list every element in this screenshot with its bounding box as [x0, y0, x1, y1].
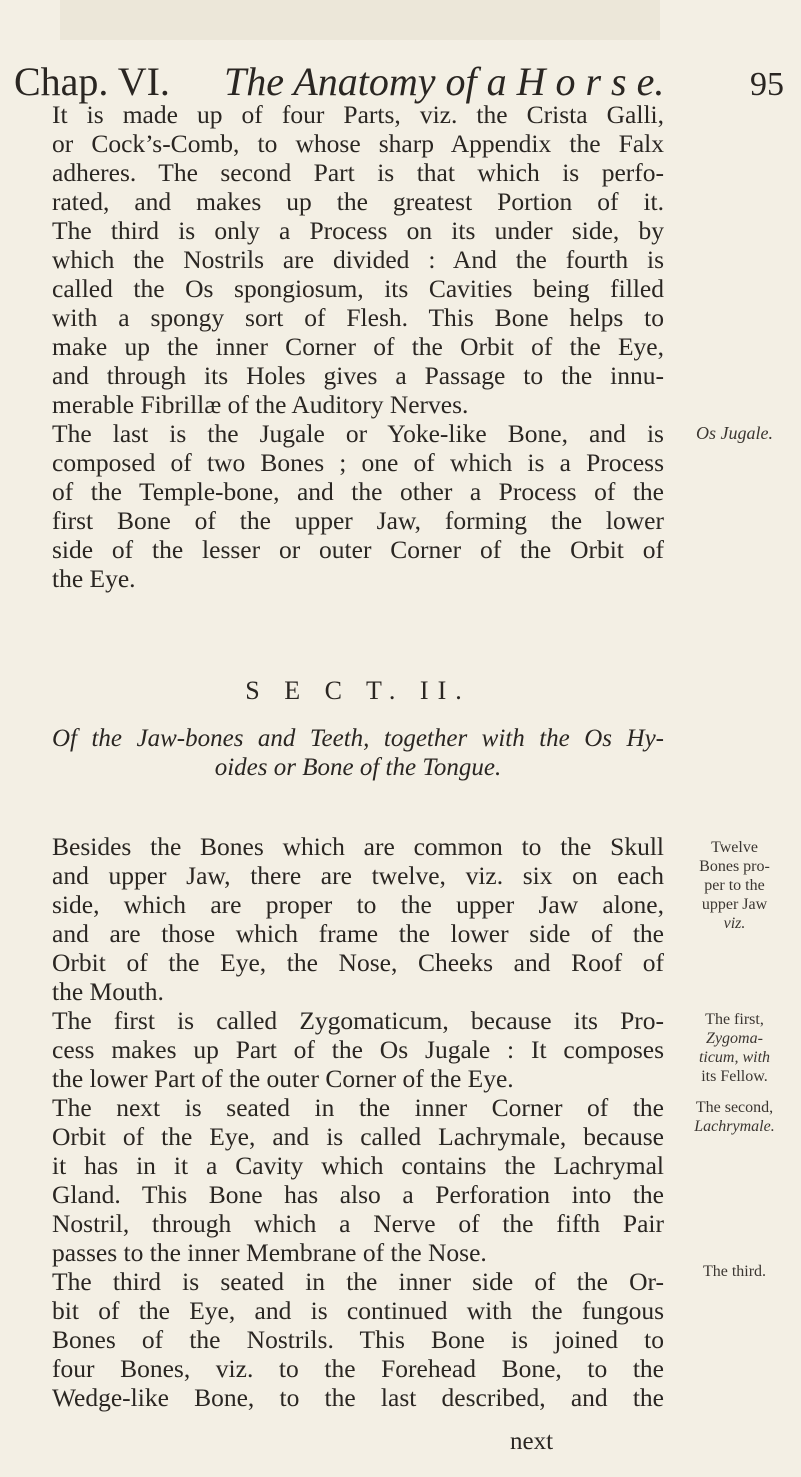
text-line: The third is seated in the inner side of the Or-	[52, 1267, 664, 1296]
text-line: The third is only a Process on its under side, by	[52, 216, 664, 245]
subtitle-line: oides or Bone of the Tongue.	[214, 754, 502, 781]
text-line: Besides the Bones which are common to the Skull	[52, 832, 664, 861]
paragraph-third-bone	[52, 1267, 664, 1412]
text-line: Wedge-like Bone, to the last described, and the	[52, 1383, 664, 1412]
text-line: The next is seated in the inner Corner of the	[52, 1093, 664, 1122]
text-line: make up the inner Corner of the Orbit of the Eye,	[52, 332, 664, 361]
text-line: merable Fibrillæ of the Auditory Nerves.	[52, 390, 469, 419]
text-line: it has in it a Cavity which contains the Lachrymal	[52, 1151, 664, 1180]
page-top-margin	[60, 0, 660, 40]
paragraph-crista-galli	[52, 100, 664, 419]
text-line: side, which are proper to the upper Jaw alone,	[52, 890, 664, 919]
text-line: Bones of the Nostrils. This Bone is joined to	[52, 1325, 664, 1354]
text-line: cess makes up Part of the Os Jugale : It composes	[52, 1035, 664, 1064]
text-line: and upper Jaw, there are twelve, viz. six on each	[52, 861, 664, 890]
text-line: rated, and makes up the greatest Portion of it.	[52, 187, 664, 216]
paragraph-zygomaticum	[52, 1006, 664, 1093]
text-line: called the Os spongiosum, its Cavities being filled	[52, 274, 664, 303]
text-line: and through its Holes gives a Passage to the innu-	[52, 361, 664, 390]
margin-note-the-first: The first, Zygoma- ticum, with its Fellow.	[698, 1011, 771, 1085]
text-line: with a spongy sort of Flesh. This Bone helps to	[52, 303, 664, 332]
text-line: four Bones, viz. to the Forehead Bone, to the	[52, 1354, 664, 1383]
text-line: bit of the Eye, and is continued with the fungous	[52, 1296, 664, 1325]
margin-note-os-jugale: Os Jugale.	[696, 423, 773, 443]
text-line: or Cock’s-Comb, to whose sharp Appendix the Falx	[52, 129, 664, 158]
paragraph-lachrymale	[52, 1093, 664, 1267]
text-line: first Bone of the upper Jaw, forming the lower	[52, 506, 664, 535]
text-line: passes to the inner Membrane of the Nose.	[52, 1238, 487, 1267]
section-subtitle	[52, 724, 664, 782]
section-heading: S E C T. II.	[245, 676, 471, 705]
page-number: 95	[750, 66, 784, 103]
text-line: Nostril, through which a Nerve of the fifth Pair	[52, 1209, 664, 1238]
text-line: the lower Part of the outer Corner of the Eye.	[52, 1064, 514, 1093]
text-line: and are those which frame the lower side of the	[52, 919, 664, 948]
text-line: the Eye.	[52, 564, 136, 593]
text-line: The last is the Jugale or Yoke-like Bone, and is	[52, 419, 664, 448]
subtitle-line: Of the Jaw-bones and Teeth, together with the Os Hy-	[52, 725, 664, 752]
text-line: which the Nostrils are divided : And the fourth is	[52, 245, 664, 274]
text-line: The first is called Zygomaticum, because its Pro-	[52, 1006, 664, 1035]
running-title: The Anatomy of a H o r s e.	[224, 59, 665, 104]
margin-note-the-third: The third.	[702, 1263, 767, 1280]
margin-note-twelve-bones: Twelve Bones pro- per to the upper Jaw viz.	[699, 839, 770, 932]
text-line: side of the lesser or outer Corner of the Orbit of	[52, 535, 664, 564]
text-line: of the Temple-bone, and the other a Process of the	[52, 477, 664, 506]
text-line: Gland. This Bone has also a Perforation into the	[52, 1180, 664, 1209]
chapter-label: Chap. VI.	[14, 59, 170, 104]
margin-note-the-second: The second, Lachrymale.	[694, 1099, 775, 1135]
text-line: composed of two Bones ; one of which is a Process	[52, 448, 664, 477]
text-line: Orbit of the Eye, and is called Lachrymale, because	[52, 1122, 664, 1151]
text-line: It is made up of four Parts, viz. the Crista Galli,	[52, 100, 664, 129]
paragraph-twelve-bones	[52, 832, 664, 1006]
text-line: adheres. The second Part is that which is perfo-	[52, 158, 664, 187]
paragraph-jugale	[52, 419, 664, 593]
catchword: next	[510, 1428, 554, 1455]
text-line: the Mouth.	[52, 977, 164, 1006]
text-line: Orbit of the Eye, the Nose, Cheeks and Roof of	[52, 948, 664, 977]
